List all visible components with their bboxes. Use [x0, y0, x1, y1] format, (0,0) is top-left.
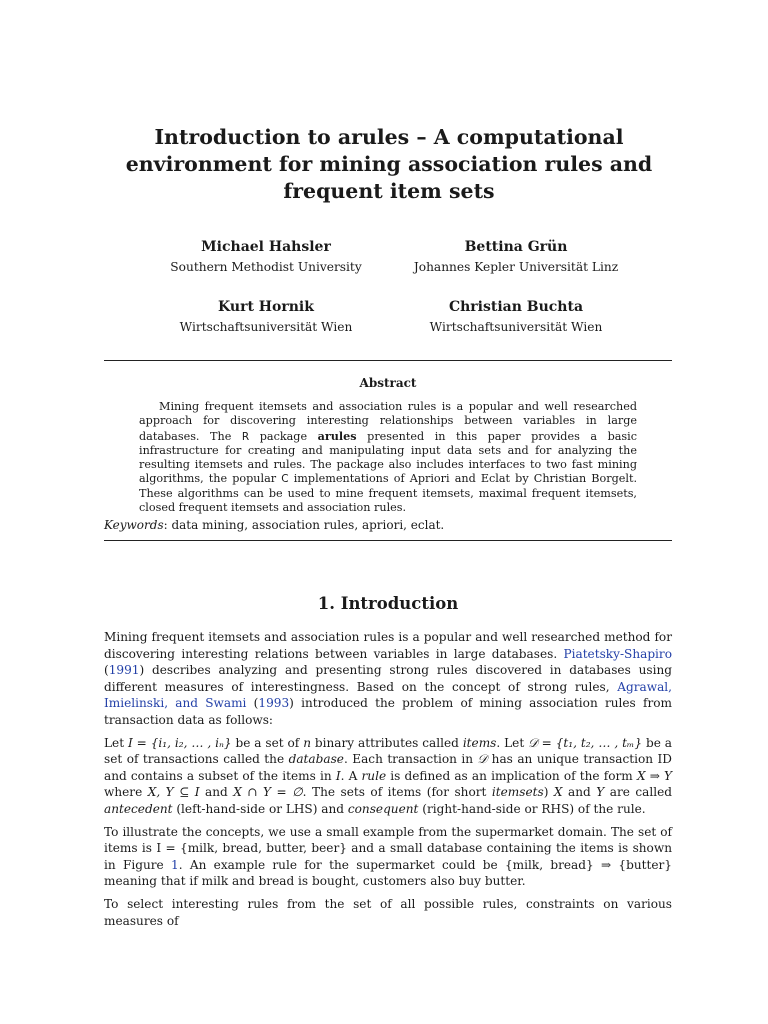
keywords: Keywords: data mining, association rules, apriori, eclat. — [104, 518, 445, 532]
citation-link[interactable]: Agrawal, Imielinski, and Swami — [104, 679, 672, 711]
top-rule — [104, 360, 672, 361]
author-name: Kurt Hornik — [218, 299, 314, 315]
author-affiliation: Johannes Kepler Universität Linz — [413, 260, 619, 274]
author-name: Michael Hahsler — [201, 239, 331, 255]
figure-link[interactable]: 1 — [171, 857, 179, 872]
paragraph: Let I = {i₁, i₂, … , iₙ} be a set of n binary attributes called items. Let 𝒟 = {t₁, t₂, … , tₘ} be a set of transactions called the database. Each transaction in 𝒟 has an unique transaction ID and contains a subset of the items in I. A rule is defined as an implication of the form X ⇒ Y where X, Y ⊆ I and X ∩ Y = ∅. The sets of items (for short itemsets) X and Y are called antecedent (left-hand-side or LHS) and consequent (right-hand-side or RHS) of the rule. — [104, 735, 672, 816]
keywords-label: Keywords — [104, 518, 164, 532]
section-heading: 1. Introduction — [317, 594, 459, 613]
abstract-text: Mining frequent itemsets and association rules is a popular and well researched approach for discovering interesting relationships between variables in large databases. The R package arules presented in this paper provides a basic infrastructure for creating and manipulating input data sets and for analyzing the resulting itemsets and rules. The package also includes interfaces to two fast mining algorithms, the popular C implementations of Apriori and Eclat by Christian Borgelt. These algorithms can be used to mine frequent itemsets, maximal frequent itemsets, closed frequent itemsets and association rules. — [139, 400, 638, 515]
author-name: Christian Buchta — [448, 299, 584, 315]
author-affiliation: Wirtschaftsuniversität Wien — [179, 320, 353, 334]
citation-year-link[interactable]: 1991 — [108, 663, 140, 678]
paragraph: To illustrate the concepts, we use a small example from the supermarket domain. The set of items is I = {milk, bread, butter, beer} and a small database containing the items is shown in Figure 1. An example rule for the supermarket could be {milk, bread} ⇒ {butter} meaning that if milk and bread is bought, customers also buy butter. — [104, 824, 672, 889]
paper-title: Introduction to arules – A computational environment for mining association rules and frequent item sets — [125, 125, 653, 203]
bottom-rule — [104, 540, 672, 541]
author-name: Bettina Grün — [464, 239, 568, 255]
author-affiliation: Southern Methodist University — [170, 260, 362, 274]
paragraph: To select interesting rules from the set of all possible rules, constraints on various measures of — [104, 896, 672, 928]
citation-link[interactable]: Piatetsky-Shapiro — [563, 646, 672, 661]
package-name: arules — [317, 428, 357, 443]
author-affiliation: Wirtschaftsuniversität Wien — [429, 320, 603, 334]
paragraph: Mining frequent itemsets and association rules is a popular and well researched method for discovering interesting relations between variables in large databases. Piatetsky-Shapiro (1991) describes analyzing and presenting strong rules discovered in databases using different measures of interestingness. Based on the concept of strong rules, Agrawal, Imielinski, and Swami (1993) introduced the problem of mining association rules from transaction data as follows: — [104, 630, 673, 727]
body-text — [104, 629, 672, 935]
abstract-heading: Abstract — [359, 376, 417, 390]
author-block — [366, 238, 666, 275]
citation-year-link[interactable]: 1993 — [258, 696, 290, 711]
author-block — [366, 298, 666, 335]
